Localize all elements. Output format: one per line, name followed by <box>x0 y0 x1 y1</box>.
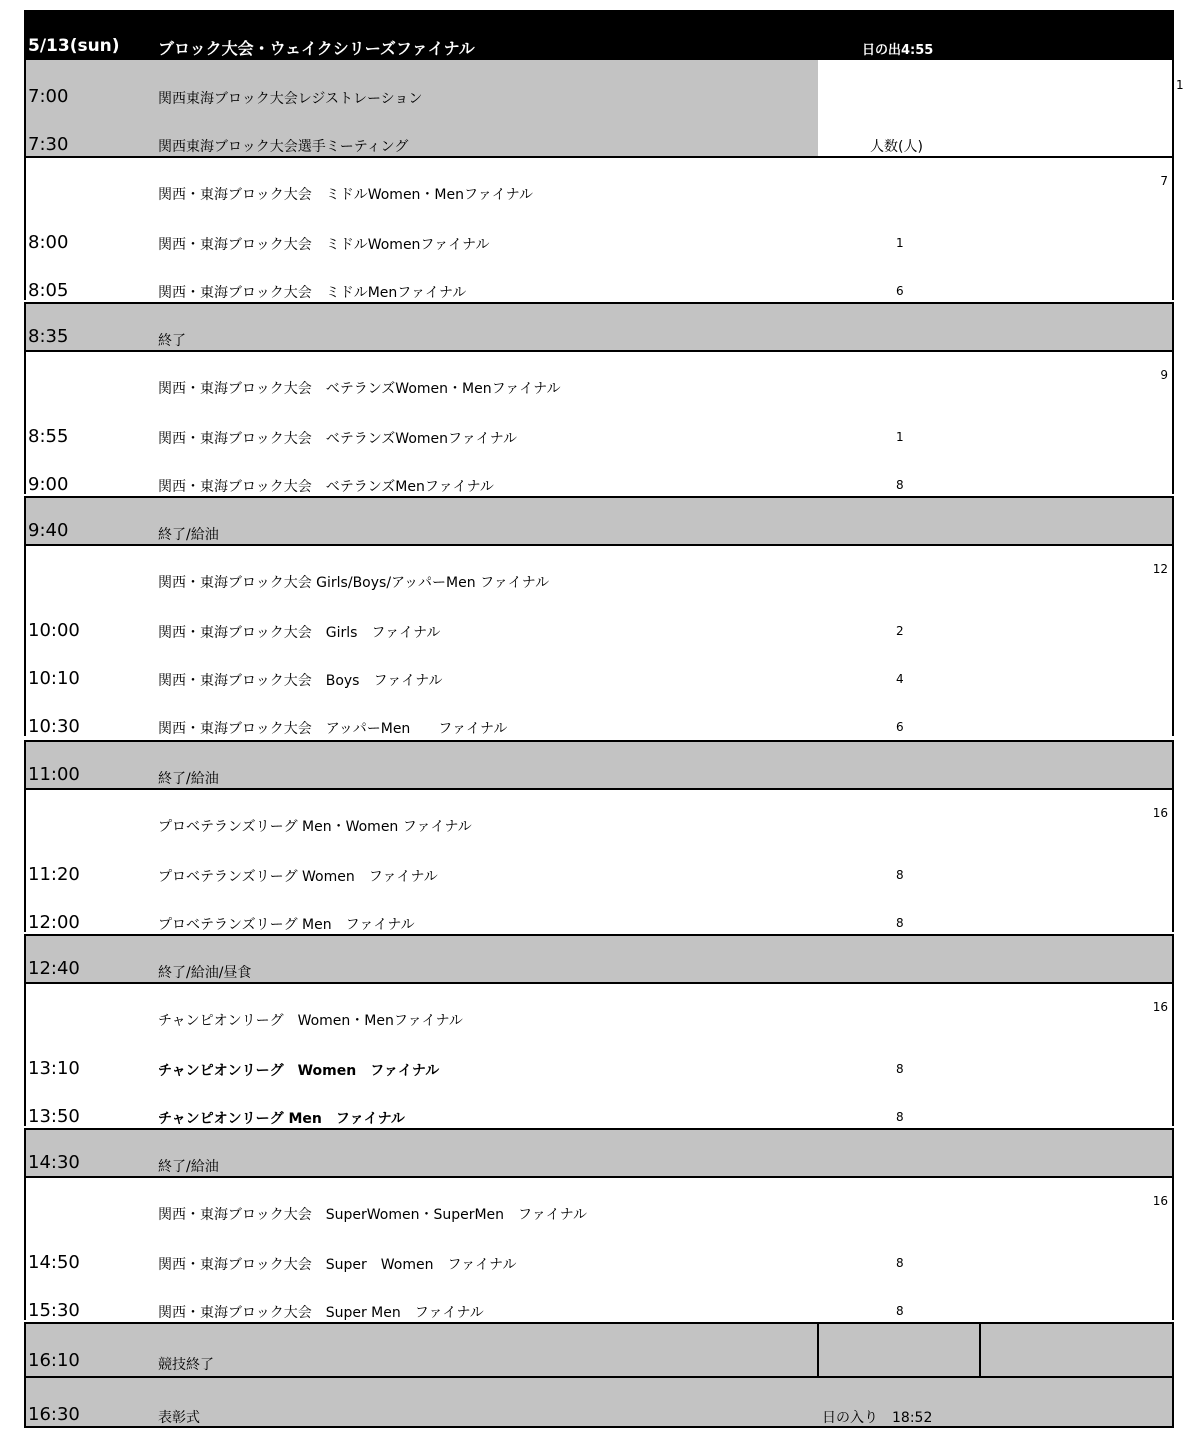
sunrise-time: 日の出4:55 <box>862 43 934 58</box>
break-label: 終了/給油 <box>158 1159 219 1175</box>
event-cell: 関西・東海ブロック大会 Super Women ファイナル <box>158 1257 517 1273</box>
end-row-divider-1 <box>817 1322 819 1376</box>
event-date: 5/13(sun) <box>28 36 120 56</box>
registration-left-border <box>24 60 26 156</box>
time-cell: 13:10 <box>28 1058 80 1079</box>
count-cell: 1 <box>896 430 904 444</box>
schedule-block <box>24 982 1174 1126</box>
count-cell: 2 <box>896 624 904 638</box>
time-cell: 10:10 <box>28 668 80 689</box>
group-total: 9 <box>1160 368 1168 382</box>
event-cell: 関西・東海ブロック大会 ベテランズWomenファイナル <box>158 431 518 447</box>
end-label: 競技終了 <box>158 1357 214 1373</box>
time-cell: 14:30 <box>28 1152 80 1173</box>
time-cell: 8:05 <box>28 280 69 301</box>
count-cell: 8 <box>896 916 904 930</box>
time-cell: 10:00 <box>28 620 80 641</box>
count-cell: 8 <box>896 1110 904 1124</box>
block-heading: プロベテランズリーグ Men・Women ファイナル <box>158 819 472 835</box>
time-cell: 13:50 <box>28 1106 80 1127</box>
event-cell: 関西・東海ブロック大会 アッパーMen ファイナル <box>158 721 508 737</box>
count-cell: 4 <box>896 672 904 686</box>
event-cell: 関西・東海ブロック大会 ベテランズMenファイナル <box>158 479 494 495</box>
time-cell: 10:30 <box>28 716 80 737</box>
time-cell: 7:00 <box>28 86 69 107</box>
sunset-time: 日の入り 18:52 <box>822 1410 933 1426</box>
block-heading: チャンピオンリーグ Women・Menファイナル <box>158 1013 463 1029</box>
event-cell: 関西・東海ブロック大会 Girls ファイナル <box>158 625 441 641</box>
count-cell: 6 <box>896 284 904 298</box>
group-total: 12 <box>1152 562 1168 576</box>
event-cell: プロベテランズリーグ Men ファイナル <box>158 917 415 933</box>
event-cell: 関西東海ブロック大会レジストレーション <box>158 91 423 107</box>
time-cell: 9:00 <box>28 474 69 495</box>
event-title: ブロック大会・ウェイクシリーズファイナル <box>158 39 475 58</box>
time-cell: 7:30 <box>28 134 69 155</box>
group-total: 7 <box>1160 174 1168 188</box>
schedule-header <box>24 10 1174 60</box>
schedule-block <box>24 788 1174 932</box>
time-cell: 12:40 <box>28 958 80 979</box>
event-cell: チャンピオンリーグ Women ファイナル <box>158 1063 440 1079</box>
ceremony-label: 表彰式 <box>158 1410 200 1426</box>
schedule-block <box>24 350 1174 494</box>
time-cell: 16:10 <box>28 1350 80 1371</box>
registration-area <box>24 60 818 156</box>
event-cell: 関西・東海ブロック大会 Boys ファイナル <box>158 673 443 689</box>
event-cell: 関西・東海ブロック大会 ミドルWomenファイナル <box>158 237 490 253</box>
block-heading: 関西・東海ブロック大会 SuperWomen・SuperMen ファイナル <box>158 1207 588 1223</box>
end-row-divider-2 <box>979 1322 981 1376</box>
event-cell: チャンピオンリーグ Men ファイナル <box>158 1111 405 1127</box>
event-cell: 関西・東海ブロック大会 ミドルMenファイナル <box>158 285 467 301</box>
count-cell: 8 <box>896 1062 904 1076</box>
block-heading: 関西・東海ブロック大会 ベテランズWomen・Menファイナル <box>158 381 561 397</box>
break-label: 終了 <box>158 333 186 349</box>
count-cell: 6 <box>896 720 904 734</box>
count-cell: 8 <box>896 478 904 492</box>
break-label: 終了/給油/昼食 <box>158 965 252 981</box>
schedule-sheet: 5/13(sun) ブロック大会・ウェイクシリーズファイナル 日の出4:55 1 7:00 関西東海ブロック大会レジストレーション 7:30 関西東海ブロック大会選手ミーティング 人数(人) 7 関西・東海ブロック大会 ミドルWomen・Menファイナル 8:00 関西・東海ブロック大会 ミドルWomenファイナル 1 8:05 関西・東海ブロック大会 ミドルMenファイナル 6 8:35 終了 9 関西・東海ブロック大会 ベテランズWomen・Menファイナル 8:55 関西・東海ブロック大会 ベテランズWomenファイナル 1 9:00 関西・東海ブロック大会 ベテランズMenファイナル 8 9:40 終了/給油 12 関西・東海ブロック大会 Girls/Boys/アッパーMen ファイナル 10:00 関西・東海ブロック大会 Girls ファイナル 2 10:10 関西・東海ブロック大会 Boys ファイナル 4 10:30 関西・東海ブロック大会 アッパーMen ファイナル 6 11:00 終了/給油 16 プロベテランズリーグ Men・Women ファイナル 11:20 プロベテランズリーグ Women ファイナル 8 12:00 プロベテランズリーグ Men ファイナル 8 12:40 終了/給油/昼食 16 チャンピオンリーグ Women・Menファイナル 13:10 チャンピオンリーグ Women ファイナル 8 13:50 チャンピオンリーグ Men ファイナル 8 14:30 終了/給油 16 関西・東海ブロック大会 SuperWomen・SuperMen ファイナル 14:50 関西・東海ブロック大会 Super Women ファイナル 8 15:30 関西・東海ブロック大会 Super Men ファイナル 8 16:10 競技終了 16:30 表彰式 日の入り 18:52 <box>0 0 1180 1456</box>
time-cell: 11:00 <box>28 764 80 785</box>
time-cell: 15:30 <box>28 1300 80 1321</box>
time-cell: 11:20 <box>28 864 80 885</box>
event-cell: 関西・東海ブロック大会 Super Men ファイナル <box>158 1305 484 1321</box>
count-cell: 8 <box>896 1304 904 1318</box>
time-cell: 9:40 <box>28 520 69 541</box>
time-cell: 12:00 <box>28 912 80 933</box>
count-column-header: 人数(人) <box>870 139 923 155</box>
registration-right-border <box>1172 60 1174 156</box>
time-cell: 8:35 <box>28 326 69 347</box>
group-total: 16 <box>1152 806 1168 820</box>
time-cell: 8:00 <box>28 232 69 253</box>
break-label: 終了/給油 <box>158 527 219 543</box>
time-cell: 14:50 <box>28 1252 80 1273</box>
count-cell: 1 <box>896 236 904 250</box>
count-cell: 8 <box>896 1256 904 1270</box>
group-total: 16 <box>1152 1000 1168 1014</box>
event-cell: 関西東海ブロック大会選手ミーティング <box>158 139 409 155</box>
time-cell: 16:30 <box>28 1404 80 1425</box>
group-total: 16 <box>1152 1194 1168 1208</box>
break-label: 終了/給油 <box>158 771 219 787</box>
schedule-block <box>24 1176 1174 1320</box>
block-heading: 関西・東海ブロック大会 ミドルWomen・Menファイナル <box>158 187 534 203</box>
block-heading: 関西・東海ブロック大会 Girls/Boys/アッパーMen ファイナル <box>158 575 550 591</box>
break-row <box>24 302 1174 350</box>
count-cell: 8 <box>896 868 904 882</box>
schedule-block <box>24 156 1174 300</box>
time-cell: 8:55 <box>28 426 69 447</box>
event-cell: プロベテランズリーグ Women ファイナル <box>158 869 438 885</box>
